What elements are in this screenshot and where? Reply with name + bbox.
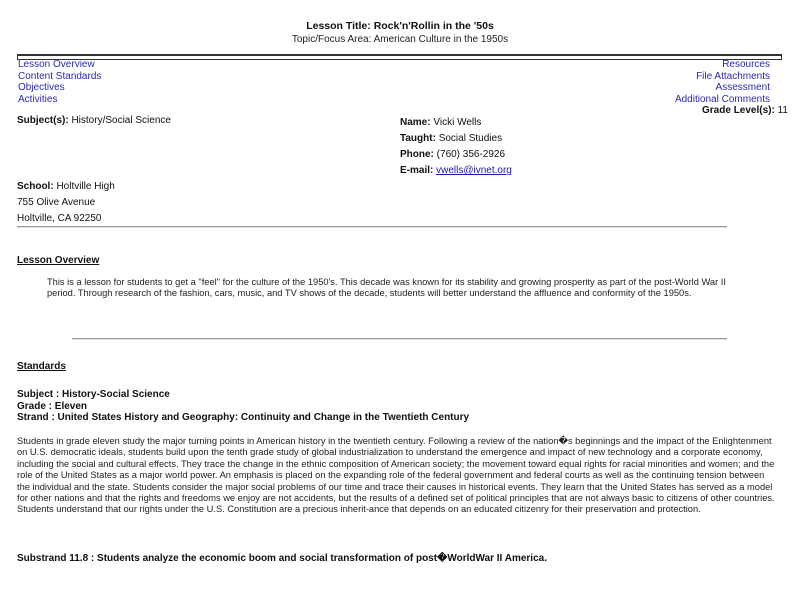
nav-link-resources[interactable]: Resources xyxy=(722,59,770,70)
standards-text: Students in grade eleven study the major turning points in American history in the twentieth century. Following a review of the nation�s beginnings and the impact of the Enlightenment on U.S. democratic ideals, students build upon the tenth grade study of global industrialization to understand the emergence and impact of new technology and a corporate economy, including the social and cultural effects. They trace the change in the ethnic composition of American society; the movement toward equal rights for racial minorities and women; and the role of the United States as a major world power. An emphasis is placed on the expanding role of the federal government and federal courts as well as the continuing tension between the individual and the state. Students consider the major social problems of our time and trace their causes in historical events. They learn that the United States has served as a model for other nations and that the rights and freedoms we enjoy are not accidents, but the results of a defined set of political principles that are not always basic to citizens of other countries. Students understand that our rights under the U.S. Constitution are a precious inherit-ance that depends on an educated citizenry for their preservation and protection. xyxy=(17,436,775,515)
name-value: Vicki Wells xyxy=(433,117,482,128)
nav-left xyxy=(18,59,101,105)
school-label: School: xyxy=(17,181,54,192)
school-block xyxy=(17,179,115,227)
grade-level-value: 11 xyxy=(777,105,788,116)
substrand: Substrand 11.8 : Students analyze the economic boom and social transformation of post�WorldWar II America. xyxy=(17,553,547,564)
topic-subtitle: Topic/Focus Area: American Culture in the 1950s xyxy=(291,34,509,45)
nav-link-additional-comments[interactable]: Additional Comments xyxy=(674,93,770,105)
contact-block xyxy=(400,115,512,179)
email-label: E-mail: xyxy=(400,165,434,176)
divider-2 xyxy=(72,338,727,340)
email-link[interactable]: vwells@ivnet.org xyxy=(436,165,512,176)
phone-label: Phone: xyxy=(400,149,434,160)
standards-subject: Subject : History-Social Science xyxy=(17,389,170,400)
taught-value: Social Studies xyxy=(438,133,503,144)
subject-label: Subject(s): xyxy=(17,115,69,126)
school-field xyxy=(17,179,115,195)
lesson-title: Lesson Title: Rock'n'Rollin in the '50s xyxy=(306,20,494,32)
nav-link-activities[interactable]: Activities xyxy=(18,93,58,105)
standards-strand: Strand : United States History and Geography: Continuity and Change in the Twentieth Century xyxy=(17,412,470,423)
nav-link-content-standards[interactable]: Content Standards xyxy=(18,70,102,82)
school-name: Holtville High xyxy=(56,181,115,192)
grade-level xyxy=(702,105,788,116)
divider-1 xyxy=(17,226,727,228)
standards-grade: Grade : Eleven xyxy=(17,400,88,412)
taught-field xyxy=(400,131,512,147)
phone-field xyxy=(400,147,512,163)
overview-heading: Lesson Overview xyxy=(17,255,100,266)
name-field xyxy=(400,115,512,131)
nav-right xyxy=(675,59,770,105)
school-street: 755 Olive Avenue xyxy=(17,197,96,208)
nav-link-lesson-overview[interactable]: Lesson Overview xyxy=(18,59,95,70)
email-field xyxy=(400,163,512,179)
standards-heading: Standards xyxy=(17,361,66,372)
overview-text: This is a lesson for students to get a "feel" for the culture of the 1950's. This decade was known for its stability and growing prosperity as part of the post-World War II period. Through research of the fashion, cars, music, and TV shows of the decade, students will better understand the affluence and conformity of the 1950s. xyxy=(47,277,726,299)
school-city: Holtville, CA 92250 xyxy=(17,213,102,224)
nav-link-objectives[interactable]: Objectives xyxy=(18,82,65,94)
grade-level-label: Grade Level(s): xyxy=(702,105,775,116)
phone-value: (760) 356-2926 xyxy=(436,149,506,160)
name-label: Name: xyxy=(400,117,431,128)
taught-label: Taught: xyxy=(400,133,436,144)
nav-link-file-attachments[interactable]: File Attachments xyxy=(696,70,770,82)
subject-field xyxy=(17,113,171,129)
subject-value: History/Social Science xyxy=(71,115,171,126)
header-divider-box xyxy=(17,54,782,60)
nav-link-assessment[interactable]: Assessment xyxy=(715,82,770,94)
standards-meta xyxy=(17,389,469,424)
